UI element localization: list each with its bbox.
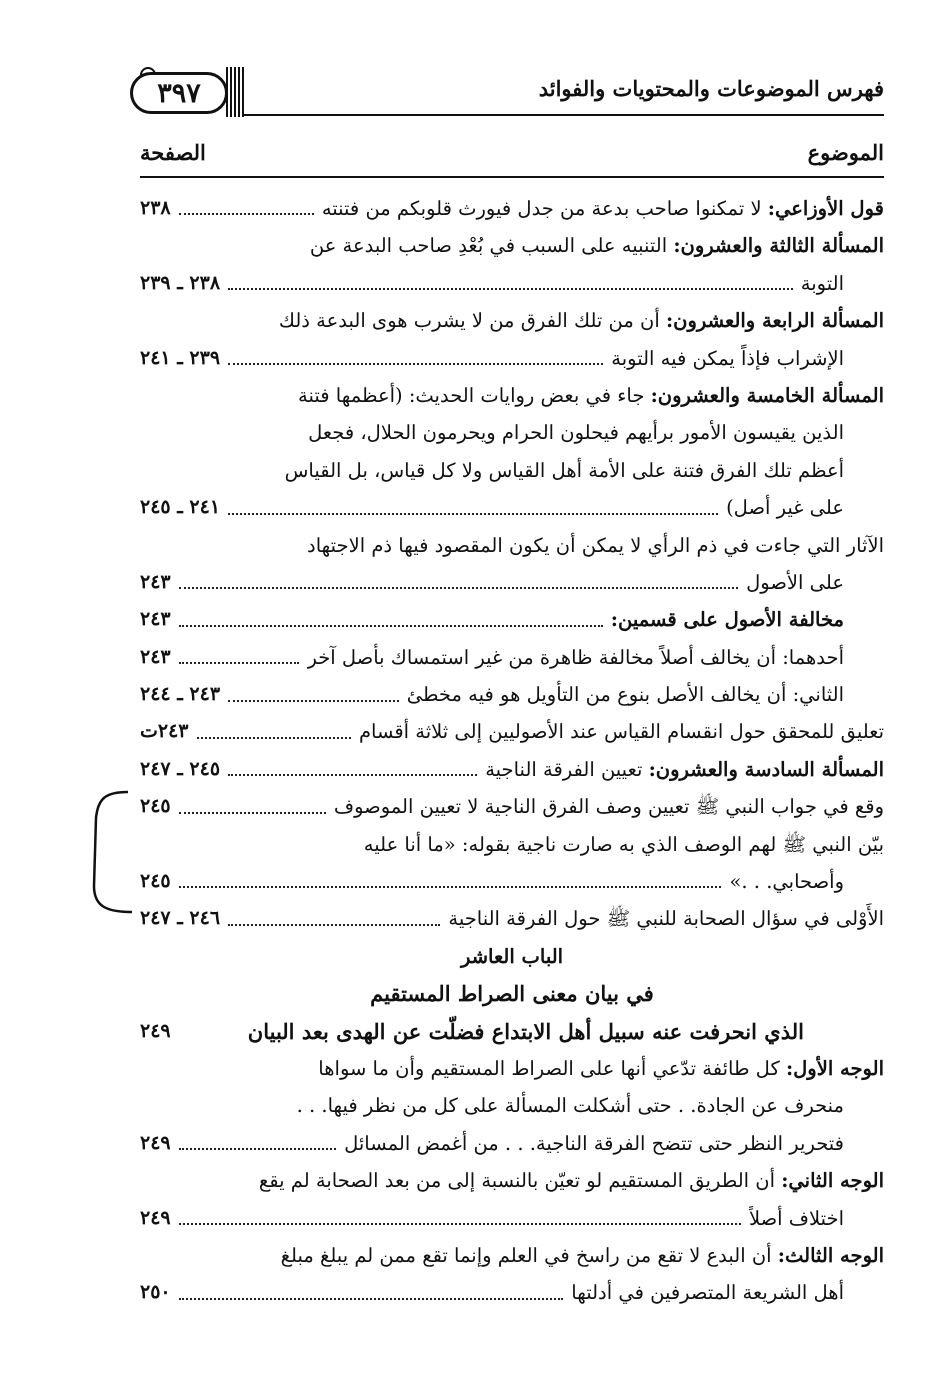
dot-leader — [179, 1203, 741, 1225]
toc-entry-text — [571, 1274, 844, 1311]
toc-entry-description: على الأصول — [746, 570, 844, 594]
toc-entry-page: ٢٤٣ت — [140, 720, 189, 743]
toc-entry-text — [298, 377, 884, 414]
toc-entry-description: أعظم تلك الفرق فتنة على الأمة أهل القياس ولا كل قياس، بل القياس — [284, 458, 844, 482]
toc-entry-label: المسألة السادسة والعشرون: — [648, 757, 884, 781]
toc-entry — [140, 340, 884, 377]
toc-entry-description: بيّن النبي ﷺ لهم الوصف الذي به صارت ناجية بقوله: «ما أنا عليه — [363, 832, 884, 856]
dot-leader — [228, 344, 603, 366]
toc-entry-page: ٢٤٩ — [140, 1131, 171, 1154]
chapter-subtitle-page: ٢٤٩ — [140, 1019, 171, 1042]
toc-entry-text — [307, 527, 884, 564]
toc-entry-label: الوجه الثاني: — [781, 1169, 884, 1193]
toc-entry-description: وأصحابي. . .» — [729, 870, 844, 894]
toc-entry-description: تعليق للمحقق حول انقسام القياس عند الأصوليين إلى ثلاثة أقسام — [358, 720, 884, 744]
toc-entry-page: ٢٤٣ ـ ٢٤٤ — [140, 683, 221, 706]
toc-entry-description: الثاني: أن يخالف الأصل بنوع من التأويل هو فيه مخطئ — [406, 683, 844, 707]
toc-entry-text — [364, 826, 884, 863]
toc-entry — [140, 863, 884, 900]
toc-entry-description: لا تمكنوا صاحب بدعة من جدل فيورث قلوبكم من فتنته — [321, 197, 768, 220]
toc-entry — [140, 1050, 884, 1087]
toc-entry-page: ٢٤٣ — [140, 608, 171, 631]
dot-leader — [179, 1278, 564, 1300]
toc-entry — [140, 414, 884, 451]
toc-entry-description: الآثار التي جاءت في ذم الرأي لا يمكن أن يكون المقصود فيها ذم الاجتهاد — [307, 533, 884, 557]
toc-entry — [140, 676, 884, 713]
dot-leader — [179, 194, 314, 216]
toc-entry — [140, 788, 884, 825]
toc-entry-page: ٢٤٣ — [140, 645, 171, 668]
chapter-number: الباب العاشر — [460, 944, 564, 968]
toc-entry — [140, 1162, 884, 1199]
toc-entry-description: تعيين الفرقة الناجية — [485, 757, 649, 781]
toc-entry-description: على غير أصل) — [726, 496, 844, 520]
chapter-title: في بيان معنى الصراط المستقيم — [370, 981, 654, 1007]
toc-entry-text — [749, 1200, 844, 1237]
dot-leader — [228, 680, 399, 702]
table-of-contents — [140, 190, 884, 1312]
margin-bracket-mark — [78, 788, 138, 916]
toc-entry — [140, 1237, 884, 1274]
toc-entry-text — [259, 1162, 884, 1199]
toc-entry — [140, 751, 884, 788]
toc-entry-page: ٢٤٩ — [140, 1206, 171, 1229]
toc-entry-description: منحرف عن الجادة. . حتى أشكلت المسألة على كل من نظر فيها. . . — [296, 1094, 844, 1118]
chapter-subtitle: الذي انحرفت عنه سبيل أهل الابتداع فضلّت عن الهدى بعد البيان — [247, 1018, 804, 1044]
toc-entry — [140, 639, 884, 676]
toc-entry — [140, 826, 884, 863]
toc-entry-label: المسألة الثالثة والعشرون: — [673, 234, 884, 258]
toc-entry-description: جاء في بعض روايات الحديث: (أعظمها فتنة — [298, 383, 651, 407]
page-number: ٣٩٧ — [130, 72, 228, 114]
toc-entry — [140, 527, 884, 564]
toc-entry-text — [308, 414, 844, 451]
toc-entry-description: اختلاف أصلاً — [748, 1206, 844, 1230]
toc-entry-label: المسألة الخامسة والعشرون: — [650, 383, 884, 407]
dot-leader — [179, 792, 326, 814]
toc-entry-description: أهل الشريعة المتصرفين في أدلتها — [571, 1281, 844, 1305]
toc-entry — [140, 713, 884, 750]
toc-entry-text — [279, 302, 884, 339]
toc-entry-page: ٢٥٠ — [140, 1281, 171, 1304]
column-page-heading: الصفحة — [140, 140, 206, 165]
toc-entry — [140, 900, 884, 937]
toc-entry-text — [281, 1237, 884, 1274]
toc-entry — [140, 564, 884, 601]
header-ornament-bars — [226, 67, 244, 117]
toc-entry — [140, 377, 884, 414]
toc-entry-page: ٢٣٨ ـ ٢٣٩ — [140, 271, 221, 294]
toc-entry-text — [485, 751, 884, 788]
toc-entry-label: المسألة الرابعة والعشرون: — [665, 309, 884, 333]
dot-leader — [228, 755, 477, 777]
toc-entry-text — [746, 564, 844, 601]
toc-entry-page: ٢٤١ ـ ٢٤٥ — [140, 496, 221, 519]
toc-entry-page: ٢٤٦ ـ ٢٤٧ — [140, 907, 221, 930]
toc-entry — [140, 190, 884, 227]
dot-leader — [179, 568, 738, 590]
toc-entry — [140, 1125, 884, 1162]
toc-entry-description: أن من تلك الفرق من لا يشرب هوى البدعة ذلك — [278, 309, 666, 333]
toc-entry-page: ٢٣٨ — [140, 197, 171, 219]
dot-leader — [179, 1129, 336, 1151]
toc-entry-page: ٢٤٣ — [140, 570, 171, 593]
toc-entry-text — [448, 900, 884, 937]
toc-entry-description: التنبيه على السبب في بُعْدِ صاحب البدعة عن — [309, 234, 674, 258]
toc-entry-description: كل طائفة تدّعي أنها على الصراط المستقيم وأن ما سواها — [318, 1056, 786, 1080]
toc-entry-text — [726, 489, 844, 526]
toc-entry-text — [285, 452, 844, 489]
toc-entry-page: ٢٤٥ — [140, 795, 171, 818]
toc-entry-description: وقع في جواب النبي ﷺ تعيين وصف الفرق الناجية لا تعيين الموصوف — [333, 795, 884, 819]
toc-entry — [140, 452, 884, 489]
dot-leader — [228, 269, 793, 291]
toc-entry-description: التوبة — [800, 271, 844, 295]
toc-entry-text — [344, 1125, 844, 1162]
toc-entry-text — [310, 227, 884, 264]
toc-entry-description: أن البدع لا تقع من راسخ في العلم وإنما تقع ممن لم يبلغ مبلغ — [280, 1243, 778, 1267]
toc-entry-page: ٢٤٥ — [140, 870, 171, 893]
toc-entry-text — [297, 1087, 844, 1124]
toc-entry-text — [407, 676, 844, 713]
toc-entry — [140, 227, 884, 264]
toc-entry-text — [318, 1050, 884, 1087]
toc-entry-page: ٢٣٩ ـ ٢٤١ — [140, 346, 221, 369]
toc-entry-description: الإشراب فإذاً يمكن فيه التوبة — [611, 346, 844, 370]
toc-entry — [140, 1087, 884, 1124]
toc-entry — [140, 1274, 884, 1311]
dot-leader — [228, 904, 440, 926]
toc-entry-text — [334, 788, 884, 825]
toc-entry — [140, 489, 884, 526]
toc-entry-page: ٢٤٥ ـ ٢٤٧ — [140, 757, 221, 780]
column-subject-heading: الموضوع — [807, 140, 884, 165]
toc-entry — [140, 302, 884, 339]
toc-entry-label: الوجه الثالث: — [777, 1243, 884, 1267]
toc-entry-text — [611, 601, 844, 638]
toc-entry — [140, 265, 884, 302]
dot-leader — [179, 605, 603, 627]
toc-entry-text — [801, 265, 844, 302]
toc-entry-text — [307, 639, 844, 676]
toc-entry — [140, 1200, 884, 1237]
dot-leader — [197, 717, 351, 739]
toc-entry-description: فتحرير النظر حتى تتضح الفرقة الناجية. . . من أغمض المسائل — [344, 1131, 844, 1155]
chapter-subtitle-row — [140, 1013, 884, 1050]
toc-entry-description: الذين يقيسون الأمور برأيهم فيحلون الحرام ويحرمون الحلال، فجعل — [308, 421, 844, 445]
toc-entry-label: مخالفة الأصول على قسمين: — [610, 608, 844, 632]
header-rule — [242, 114, 884, 116]
toc-entry-label: قول الأوزاعي: — [767, 197, 884, 220]
dot-leader — [179, 643, 300, 665]
toc-entry-description: أن الطريق المستقيم لو تعيّن بالنسبة إلى من بعد الصحابة لم يقع — [258, 1169, 782, 1193]
toc-entry-text — [611, 340, 844, 377]
toc-entry-description: الأَوْلى في سؤال الصحابة للنبي ﷺ حول الفرقة الناجية — [448, 907, 884, 931]
toc-entry — [140, 601, 884, 638]
running-title: فهرس الموضوعات والمحتويات والفوائد — [538, 76, 884, 101]
toc-entry-text — [729, 863, 844, 900]
toc-entry-text — [359, 713, 884, 750]
toc-entry-text — [322, 190, 884, 227]
column-heading-rule — [140, 176, 884, 178]
dot-leader — [228, 493, 718, 515]
toc-entry-description: أحدهما: أن يخالف أصلاً مخالفة ظاهرة من غير استمساك بأصل آخر — [307, 645, 844, 669]
toc-entry-label: الوجه الأول: — [785, 1056, 884, 1080]
dot-leader — [179, 867, 722, 889]
